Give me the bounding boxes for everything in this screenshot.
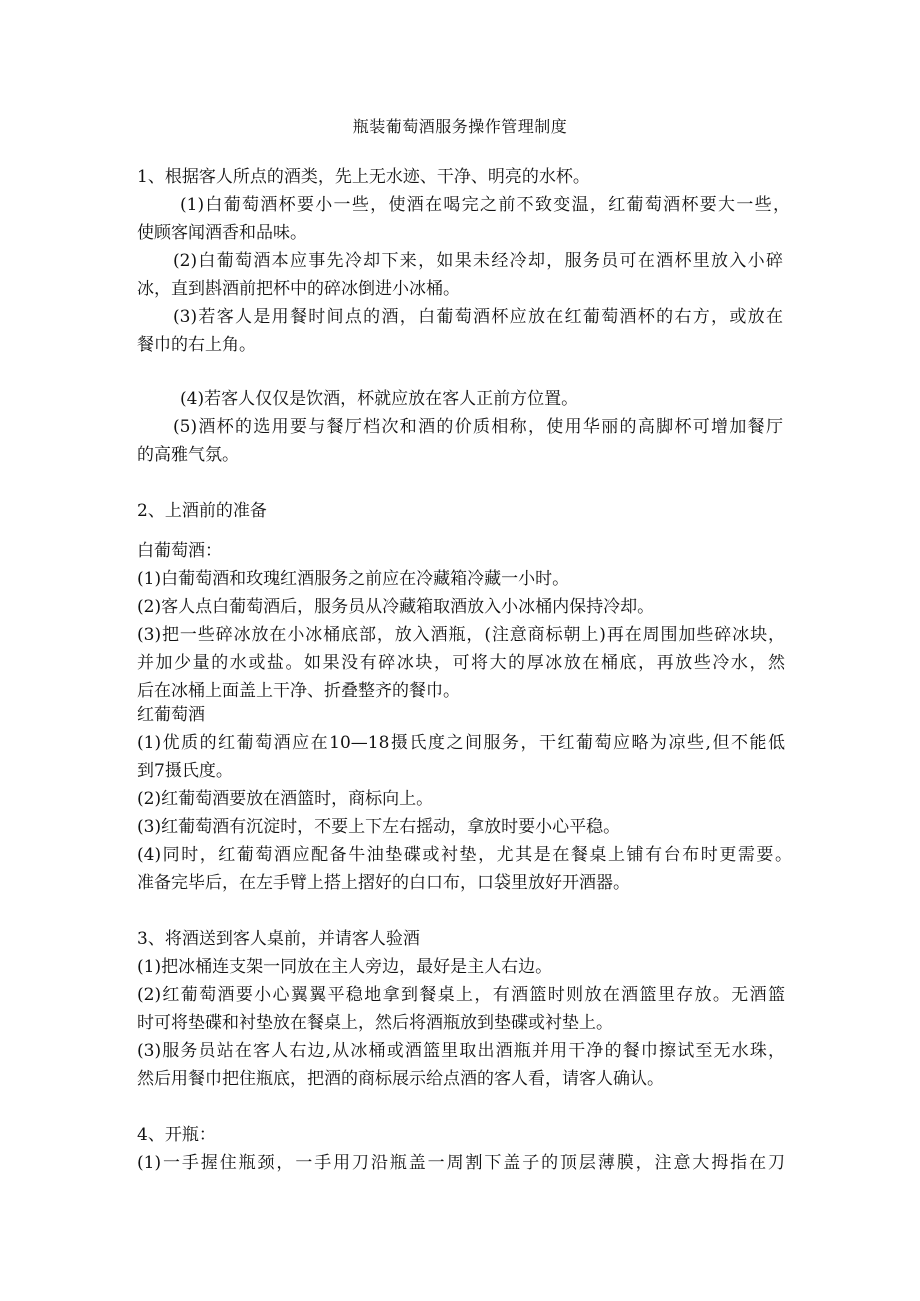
section-4-heading: 4、开瓶： [137,1125,216,1145]
paragraph-line: (1)一手握住瓶颈，一手用刀沿瓶盖一周割下盖子的顶层薄膜，注意大拇指在刀 [137,1153,785,1173]
paragraph-line: (5)酒杯的选用要与餐厅档次和酒的价质相称，使用华丽的高脚杯可增加餐厅 [173,417,783,437]
paragraph-line: 准备完毕后，在左手臂上搭上摺好的白口布，口袋里放好开酒器。 [137,873,630,893]
subheading-white-wine: 白葡萄酒： [137,541,222,561]
paragraph-line: (3)服务员站在客人右边,从冰桶或酒篮里取出酒瓶并用干净的餐巾擦试至无水珠， [137,1041,785,1061]
paragraph-line: 使顾客闻酒香和品味。 [137,223,307,243]
page-title: 瓶装葡萄酒服务操作管理制度 [352,117,568,136]
paragraph-line: (2)白葡萄酒本应事先冷却下来，如果未经冷却，服务员可在酒杯里放入小碎 [173,251,783,271]
paragraph-line: (1)优质的红葡萄酒应在10—18摄氏度之间服务，干红葡萄应略为凉些,但不能低 [137,733,785,753]
paragraph-line: 冰，直到斟酒前把杯中的碎冰倒进小冰桶。 [137,279,460,299]
paragraph-line: 后在冰桶上面盖上干净、折叠整齐的餐巾。 [137,681,460,701]
paragraph-line: (2)客人点白葡萄酒后，服务员从冷藏箱取酒放入小冰桶内保持冷却。 [137,597,655,617]
paragraph-line: 的高雅气氛。 [137,445,239,465]
paragraph-line: (4)同时，红葡萄酒应配备牛油垫碟或衬垫，尤其是在餐桌上铺有台布时更需要。 [137,845,792,865]
paragraph-line: 到7摄氏度。 [137,761,233,781]
paragraph-line: (1)白葡萄酒杯要小一些，使酒在喝完之前不致变温，红葡萄酒杯要大一些， [180,195,790,215]
section-2-heading: 2、上酒前的准备 [137,501,267,521]
paragraph-line: (3)红葡萄酒有沉淀时，不要上下左右摇动，拿放时要小心平稳。 [137,817,621,837]
paragraph-line: (2)红葡萄酒要小心翼翼平稳地拿到餐桌上，有酒篮时则放在酒篮里存放。无酒篮 [137,985,785,1005]
paragraph-line: (3)把一些碎冰放在小冰桶底部，放入酒瓶，(注意商标朝上)再在周围加些碎冰块， [137,625,785,645]
paragraph-line: (4)若客人仅仅是饮酒，杯就应放在客人正前方位置。 [180,389,579,409]
paragraph-line: 时可将垫碟和衬垫放在餐桌上，然后将酒瓶放到垫碟或衬垫上。 [137,1013,613,1033]
subheading-red-wine: 红葡萄酒 [137,705,205,725]
section-3-heading: 3、将酒送到客人桌前，并请客人验酒 [137,929,420,949]
paragraph-line: 然后用餐巾把住瓶底，把酒的商标展示给点酒的客人看，请客人确认。 [137,1069,664,1089]
paragraph-line: (1)白葡萄酒和玫瑰红酒服务之前应在冷藏箱冷藏一小时。 [137,569,570,589]
paragraph-line: 并加少量的水或盐。如果没有碎冰块，可将大的厚冰放在桶底，再放些冷水，然 [137,653,785,673]
paragraph-line: 餐巾的右上角。 [137,335,256,355]
section-1-heading: 1、根据客人所点的酒类，先上无水迹、干净、明亮的水杯。 [137,167,590,187]
paragraph-line: (3)若客人是用餐时间点的酒，白葡萄酒杯应放在红葡萄酒杯的右方，或放在 [173,307,783,327]
paragraph-line: (1)把冰桶连支架一同放在主人旁边，最好是主人右边。 [137,957,553,977]
paragraph-line: (2)红葡萄酒要放在酒篮时，商标向上。 [137,789,434,809]
